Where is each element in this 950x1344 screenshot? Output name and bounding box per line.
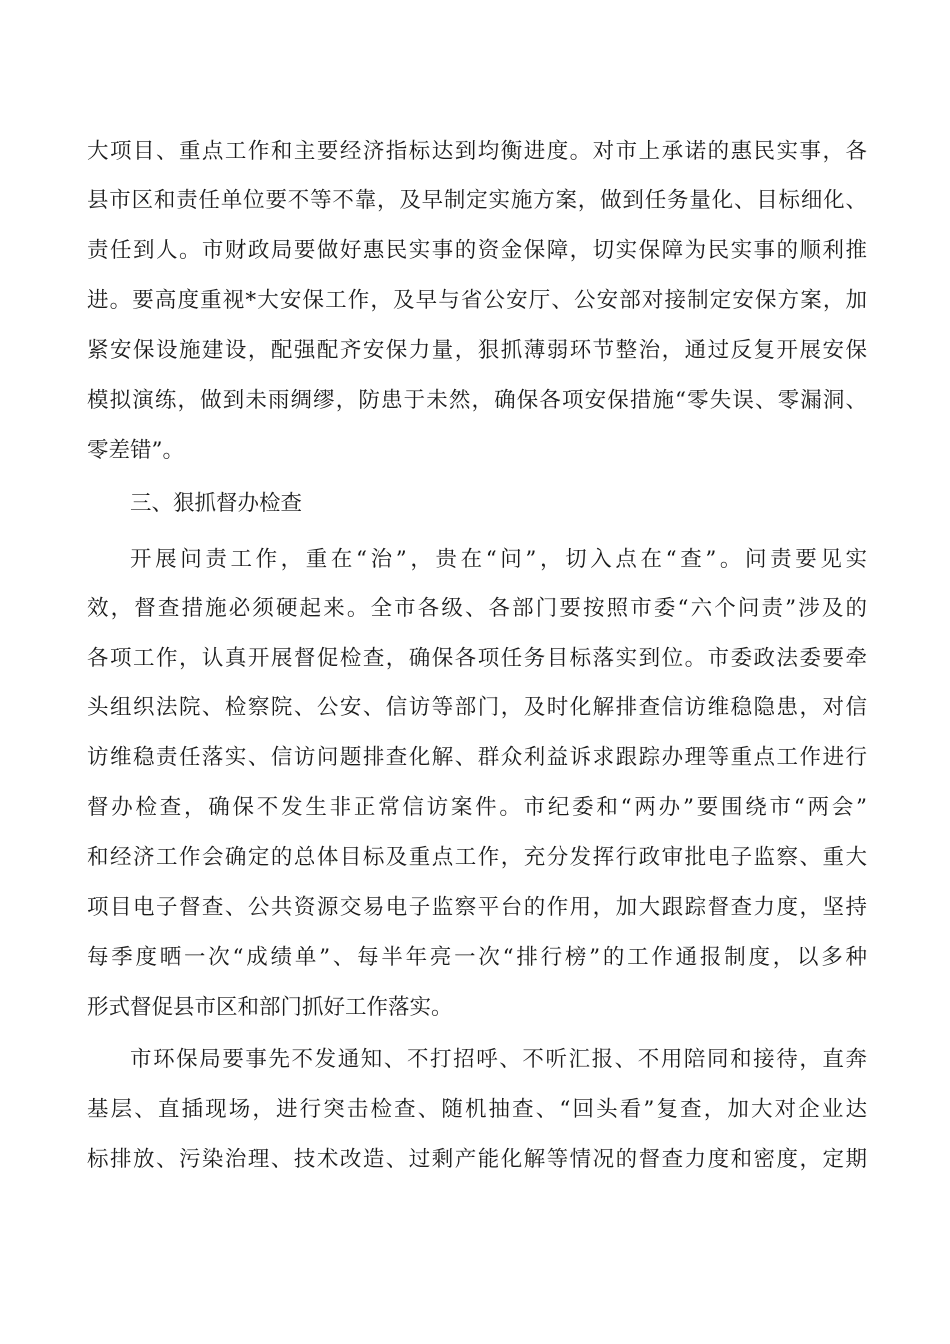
- text-line: 市环保局要事先不发通知、不打招呼、不听汇报、不用陪同和接待，直奔: [130, 1047, 867, 1072]
- text-line: 项目电子督查、公共资源交易电子监察平台的作用，加大跟踪督查力度，坚持: [87, 895, 867, 920]
- text-line: 紧安保设施建设，配强配齐安保力量，狠抓薄弱环节整治，通过反复开展安保: [87, 338, 867, 363]
- text-line: 头组织法院、检察院、公安、信访等部门，及时化解排查信访维稳隐患，对信: [87, 695, 867, 720]
- text-line: 县市区和责任单位要不等不靠，及早制定实施方案，做到任务量化、目标细化、: [87, 188, 867, 213]
- text-line: 大项目、重点工作和主要经济指标达到均衡进度。对市上承诺的惠民实事，各: [87, 139, 867, 164]
- text-line: 每季度晒一次“成绩单”、每半年亮一次“排行榜”的工作通报制度，以多种: [87, 945, 867, 970]
- text-line: 督办检查，确保不发生非正常信访案件。市纪委和“两办”要围绕市“两会”: [87, 795, 867, 820]
- text-line: 标排放、污染治理、技术改造、过剩产能化解等情况的督查力度和密度，定期: [87, 1147, 867, 1172]
- text-line: 责任到人。市财政局要做好惠民实事的资金保障，切实保障为民实事的顺利推: [87, 238, 867, 263]
- text-line: 开展问责工作，重在“治”，贵在“问”，切入点在“查”。问责要见实: [130, 547, 867, 572]
- text-line: 各项工作，认真开展督促检查，确保各项任务目标落实到位。市委政法委要牵: [87, 646, 867, 671]
- text-line: 进。要高度重视*大安保工作，及早与省公安厅、公安部对接制定安保方案，加: [87, 288, 867, 313]
- text-line: 访维稳责任落实、信访问题排查化解、群众利益诉求跟踪办理等重点工作进行: [87, 745, 867, 770]
- text-line: 和经济工作会确定的总体目标及重点工作，充分发挥行政审批电子监察、重大: [87, 845, 867, 870]
- section-heading: 三、狠抓督办检查: [130, 491, 303, 516]
- text-line: 模拟演练，做到未雨绸缪，防患于未然，确保各项安保措施“零失误、零漏洞、: [87, 388, 867, 413]
- text-line: 基层、直插现场，进行突击检查、随机抽查、“回头看”复查，加大对企业达: [87, 1097, 867, 1122]
- text-line: 效，督查措施必须硬起来。全市各级、各部门要按照市委“六个问责”涉及的: [87, 596, 867, 621]
- text-line: 零差错”。: [87, 438, 184, 463]
- text-line: 形式督促县市区和部门抓好工作落实。: [87, 995, 453, 1020]
